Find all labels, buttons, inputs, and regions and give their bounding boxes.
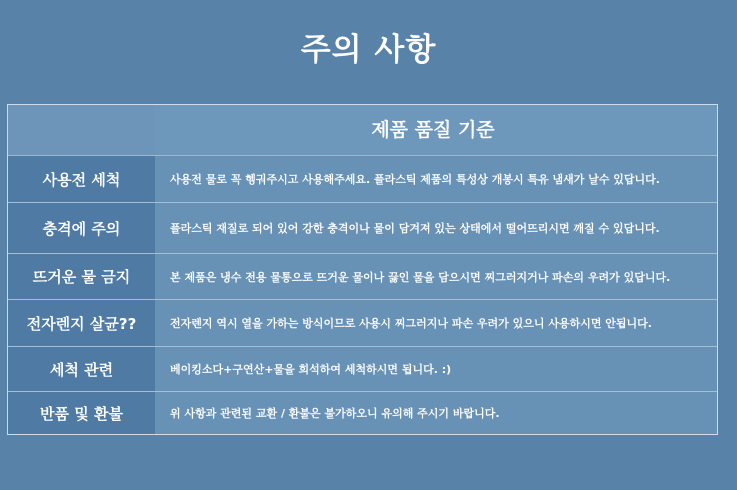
- table-row-microwave: [8, 300, 717, 347]
- row-text: 플라스틱 재질로 되어 있어 강한 충격이나 물이 담겨져 있는 상태에서 떨어뜨리시면 깨질 수 있답니다.: [155, 203, 717, 253]
- page-title: 주의 사항: [300, 32, 437, 68]
- table-header: [8, 105, 717, 156]
- table-row-impact: [8, 203, 717, 254]
- table-header-title: 제품 품질 기준: [155, 105, 717, 155]
- row-text: 본 제품은 냉수 전용 물통으로 뜨거운 물이나 끓인 물을 담으시면 찌그러지거나 파손의 우려가 있답니다.: [155, 254, 717, 299]
- row-text: 베이킹소다+구연산+물을 희석하여 세척하시면 됩니다. :): [155, 347, 717, 391]
- row-text: 위 사항과 관련된 교환 / 환불은 불가하오니 유의해 주시기 바랍니다.: [155, 392, 717, 434]
- table-row-cleaning: [8, 347, 717, 392]
- table-row-refund: [8, 392, 717, 434]
- row-label: 뜨거운 물 금지: [8, 254, 155, 299]
- row-label: 전자렌지 살균??: [8, 300, 155, 346]
- row-label: 반품 및 환불: [8, 392, 155, 434]
- row-text: 전자렌지 역시 열을 가하는 방식이므로 사용시 찌그러지나 파손 우려가 있으니 사용하시면 안됩니다.: [155, 300, 717, 346]
- row-label: 세척 관련: [8, 347, 155, 391]
- row-label: 충격에 주의: [8, 203, 155, 253]
- quality-standards-table: [7, 104, 718, 435]
- table-header-corner: [8, 105, 155, 155]
- table-row-prewash: [8, 156, 717, 203]
- row-text: 사용전 물로 꼭 헹궈주시고 사용해주세요. 플라스틱 제품의 특성상 개봉시 특유 냄새가 날수 있답니다.: [155, 156, 717, 202]
- row-label: 사용전 세척: [8, 156, 155, 202]
- table-row-hot-water: [8, 254, 717, 300]
